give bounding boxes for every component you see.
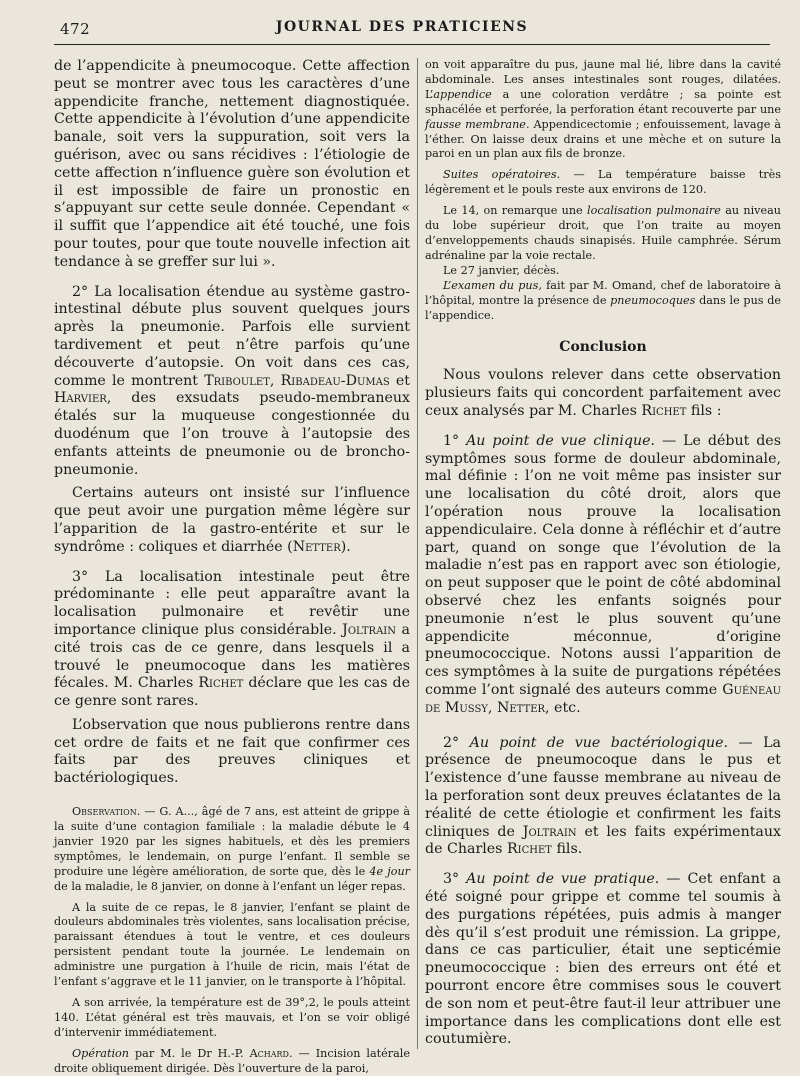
author-name: Harvier <box>54 390 107 407</box>
text-run: Le 14, on remarque une <box>443 204 587 218</box>
text-run: par M. le Dr H.-P. <box>129 1046 250 1060</box>
column-divider <box>417 58 418 1049</box>
text-run: et les faits expérimentaux de Charles <box>425 823 782 858</box>
emphasis: localisation pulmonaire <box>587 204 721 218</box>
text-run: — La présence de pneumocoque dans le pus et l’existence d’une fausse membrane au niveau de la perforation sont deux preuves éclatantes de la réalité de cette étiologie et confirment les faits cliniques de <box>425 734 782 840</box>
text-run: , etc. <box>545 699 581 716</box>
observation-paragraph <box>54 1047 410 1076</box>
paragraph-observation-intro <box>54 717 410 788</box>
text-run: on voit apparaître du pus, jaune mal lié, libre dans la cavité abdominale. Les anses intestinales sont rouges, dilatées. L’ <box>425 58 781 101</box>
author-name: Joltrain <box>342 621 397 638</box>
author-name: Richet <box>198 675 244 692</box>
emphasis: fausse membrane <box>425 117 526 131</box>
journal-title: JOURNAL DES PRATICIENS <box>275 19 529 35</box>
text-run: , <box>269 372 281 389</box>
emphasis: 4e jour <box>369 864 411 878</box>
text-run: A son arrivée, la température est de 39°,2, le pouls atteint 140. L’état général est très mauvais, et l’on se voir obligé d’intervenir immédiatement. <box>54 995 410 1039</box>
page-header <box>54 14 750 40</box>
paragraph-localisation-etendue <box>54 284 410 480</box>
observation-paragraph <box>425 264 781 279</box>
text-run: — Cet enfant a été soigné pour grippe et comme tel soumis à des purgations répétées, puis admis à manger dès qu’il s’est produit une rémission. La grippe, dans ce cas particulier, était une septicémie pneumococcique : bien des erreurs ont été et pourront encore être commises sous le couvert de son nom et peut-être faut-il leur attribuer une importance dans les complications dont elle est coutumière. <box>425 871 781 1048</box>
emphasis: L’examen du pus, <box>443 278 542 292</box>
text-run: . Appendicectomie ; enfouissement, lavage à l’éther. On laisse deux drains et une mèche et on suture la paroi en un plan aux fils de bronze. <box>425 117 781 161</box>
text-run: — G. A..., âgé de 7 ans, est atteint de grippe à la suite d’une contagion familiale : la maladie débute le 4 janvier 1920 par les signes habituels, et dès les premiers symptômes, le lendemain, on purge l’enfant. Il semble se produire une légère amélioration, de sorte que, dès le <box>54 805 410 878</box>
observation-paragraph <box>54 996 410 1041</box>
text-run: a cité trois cas de ce genre, dans lesquels il a trouvé le pneumocoque dans les matières fécales. M. Charles <box>54 621 410 692</box>
emphasis: pneumocoques <box>610 293 696 307</box>
text-run: Certains auteurs ont insisté sur l’influence que peut avoir une purgation même légère sur l’apparition de la gastro-entérite et sur le syndrôme : coliques et diarrhée ( <box>54 485 410 555</box>
text-run: 3° La localisation intestinale peut être prédominante : elle peut apparaître avant la localisation pulmonaire et revêtir une importance clinique plus considérable. <box>54 568 410 638</box>
observation-paragraph <box>425 58 781 162</box>
author-name: Guéneau de Mussy <box>425 681 781 716</box>
observation-paragraph <box>425 279 781 324</box>
observation-paragraph <box>54 901 410 990</box>
author-name: Ribadeau-Dumas <box>280 372 390 389</box>
author-name: Netter <box>292 538 341 555</box>
text-run: Le 27 janvier, décès. <box>443 263 560 277</box>
author-name: Richet <box>506 841 552 858</box>
author-name: Achard <box>249 1046 289 1060</box>
text-run: A la suite de ce repas, le 8 janvier, l’enfant se plaint de douleurs abdominales très violentes, sans localisation précise, paraissant étendues à tout le ventre, et ces douleurs persistent pendant toute la journée. Le lendemain on administre une purgation à l’huile de ricin, mais l’état de l’enfant s’aggrave et le 11 janvier, on le transporte à l’hôpital. <box>54 900 410 989</box>
author-name: Netter <box>496 699 546 716</box>
emphasis: Suites opératoires. <box>443 168 561 182</box>
text-run: 2° La localisation étendue au système gastro-intestinal débute plus souvent quelques jours après la pneumonie. Parfois elle survient tardivement et peut n’être parfois qu’une découverte d’autopsie. On voit dans ces cas, comme le montrent <box>54 283 410 389</box>
paragraph-appendicite <box>54 58 410 272</box>
point-number: 2° <box>443 734 470 751</box>
text-run: , <box>487 699 497 716</box>
text-run: et <box>389 372 411 389</box>
text-run: — La température baisse très légèrement et le pouls reste aux environs de 120. <box>425 168 781 197</box>
text-run: fils. <box>551 841 583 858</box>
text-run: , des exsudats pseudo-membraneux étalés sur la muqueuse congestionnée du duodénum que l’on trouve à l’autopsie des enfants atteints de pneumonie ou de broncho-pneumonie. <box>54 390 410 478</box>
observation-paragraph <box>425 168 781 198</box>
text-run: fils : <box>686 403 722 419</box>
observation-label: Observation. <box>72 805 141 819</box>
text-run: Nous voulons relever dans cette observation plusieurs faits qui concordent parfaitement avec ceux analysés par M. Charles <box>425 367 781 419</box>
text-run: au niveau du lobe supérieur droit, que l’on traite au moyen d’enveloppements chauds sinapisés. Huile camphrée. Sérum adrénaline par la voie rectale. <box>425 204 781 262</box>
point-number: 1° <box>443 432 467 449</box>
text-run: ). <box>340 538 351 555</box>
author-name: Richet <box>641 403 687 419</box>
text-run: L’observation que nous publierons rentre dans cet ordre de faits et ne fait que confirmer ces faits par des preuves cliniques et bactériologiques. <box>54 716 410 787</box>
conclusion-paragraph <box>425 367 781 420</box>
text-run: déclare que les cas de ce genre sont rares. <box>54 675 411 710</box>
emphasis: appendice <box>433 87 492 101</box>
text-run: de l’appendicite à pneumocoque. Cette affection peut se montrer avec tous les caractères d’une appendicite franche, nettement diagnostiquée. Cette appendicite à l’évolution d’une appendicite banale, soit vers la suppuration, soit vers la guérison, avec ou sans récidives : l’étiologie de cette affection n’influence guère son évolution et il est impossible de faire un pronostic en s’appuyant sur cette seule donnée. Cependant « il suffit que l’appendice ait été touché, une fois pour toutes, pour que toute nouvelle infection ait tendance à se greffer sur lui ». <box>54 58 410 270</box>
emphasis: Au point de vue pratique. <box>466 871 660 888</box>
observation-paragraph <box>425 204 781 264</box>
text-run: de la maladie, le 8 janvier, on donne à l’enfant un léger repas. <box>54 879 406 893</box>
conclusion-point-pratique <box>425 871 781 1049</box>
section-heading-conclusion: Conclusion <box>559 339 647 356</box>
point-number: 3° <box>443 871 467 888</box>
paragraph-localisation-intestinale <box>54 569 410 711</box>
text-run: dans le pus de l’appendice. <box>425 293 781 322</box>
paragraph-purgation <box>54 485 410 556</box>
text-run: . — Incision latérale droite obliquement dirigée. Dès l’ouverture de la paroi, <box>54 1046 410 1075</box>
text-run: a une coloration verdâtre ; sa pointe est sphacélée et perforée, la perforation étant recouverte par une <box>425 87 781 116</box>
author-name: Joltrain <box>522 823 577 840</box>
header-rule <box>54 44 770 45</box>
right-column <box>425 58 781 1049</box>
emphasis: Au point de vue clinique. <box>466 432 656 449</box>
text-run: — Le début des symptômes sous forme de douleur abdominale, mal définie : l’on ne voit même pas insister sur une localisation du côté droit, alors que l’opération nous prouve la localisation appendiculaire. Cela donne à réfléchir et d’autre part, quand on songe que l’évolution de la maladie n’est pas en rapport avec son étiologie, on peut supposer que le point de côté abdominal observé chez les enfants soignés pour pneumonie n’est le plus souvent qu’une appendicite méconnue, d’origine pneumococcique. Notons aussi l’apparition de ces symptômes à la suite de purgations répétées comme l’ont signalé des auteurs comme <box>425 432 781 698</box>
author-name: Triboulet <box>204 372 270 389</box>
text-run: fait par M. Omand, chef de laboratoire à l’hôpital, montre la présence de <box>425 278 781 307</box>
conclusion-point-bacteriologique <box>425 735 781 860</box>
observation-paragraph <box>54 805 410 894</box>
page-number: 472 <box>60 20 91 38</box>
left-column <box>54 58 410 1076</box>
emphasis: Au point de vue bactériologique. <box>469 734 729 751</box>
conclusion-point-clinique <box>425 433 781 718</box>
emphasis: Opération <box>72 1046 129 1060</box>
